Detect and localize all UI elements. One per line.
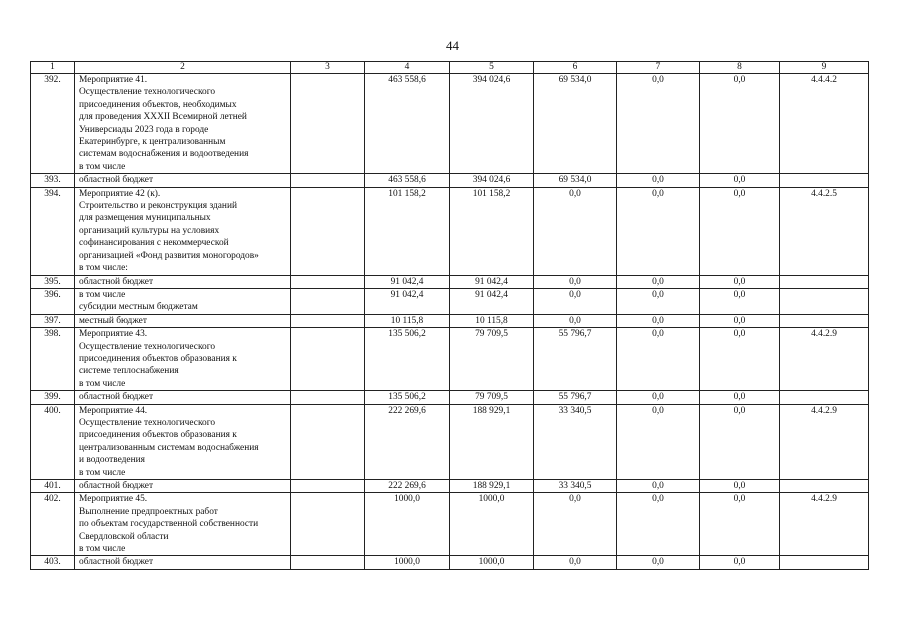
description-line: в том числе (79, 289, 126, 300)
row-code-cell (780, 174, 869, 187)
table-body (31, 74, 869, 570)
row-value-cell (291, 328, 365, 391)
description-line: по объектам государственной собственности (79, 519, 259, 530)
row-value-cell: 0,0 (700, 288, 780, 314)
row-value-cell: 101 158,2 (450, 187, 534, 275)
row-description (75, 404, 291, 479)
column-header: 1 (31, 62, 75, 74)
row-value-cell: 222 269,6 (365, 404, 450, 479)
row-number: 396. (31, 288, 75, 314)
row-value-cell: 0,0 (534, 187, 617, 275)
row-value-cell: 0,0 (617, 288, 700, 314)
row-value-cell: 394 024,6 (450, 74, 534, 174)
description-line: областной бюджет (79, 557, 154, 568)
description-line: софинансирования с некоммерческой (79, 238, 229, 249)
row-number: 397. (31, 314, 75, 327)
row-value-cell: 79 709,5 (450, 391, 534, 404)
row-value-cell: 10 115,8 (365, 314, 450, 327)
row-value-cell: 0,0 (617, 493, 700, 556)
row-value-cell (291, 74, 365, 174)
row-code-cell: 4.4.2.9 (780, 493, 869, 556)
row-value-cell: 1000,0 (450, 493, 534, 556)
column-header: 5 (450, 62, 534, 74)
row-value-cell: 55 796,7 (534, 391, 617, 404)
row-number: 398. (31, 328, 75, 391)
row-description (75, 174, 291, 187)
description-line: Осуществление технологического (79, 87, 216, 98)
row-value-cell (291, 275, 365, 288)
row-value-cell: 0,0 (617, 404, 700, 479)
table-row (31, 174, 869, 187)
row-value-cell: 79 709,5 (450, 328, 534, 391)
row-value-cell (291, 187, 365, 275)
description-line: в том числе (79, 161, 126, 172)
description-line: Мероприятие 44. (79, 405, 148, 416)
row-value-cell: 0,0 (700, 480, 780, 493)
row-code-cell (780, 556, 869, 569)
row-value-cell: 69 534,0 (534, 174, 617, 187)
row-value-cell: 1000,0 (365, 556, 450, 569)
row-number: 401. (31, 480, 75, 493)
description-line: Универсиады 2023 года в городе (79, 124, 209, 135)
row-value-cell: 0,0 (617, 314, 700, 327)
row-value-cell: 1000,0 (450, 556, 534, 569)
description-line: в том числе (79, 378, 126, 389)
table-row (31, 480, 869, 493)
column-header: 6 (534, 62, 617, 74)
column-header: 7 (617, 62, 700, 74)
row-description (75, 556, 291, 569)
row-value-cell (291, 404, 365, 479)
row-code-cell: 4.4.2.5 (780, 187, 869, 275)
row-description (75, 288, 291, 314)
row-code-cell (780, 480, 869, 493)
row-value-cell: 33 340,5 (534, 404, 617, 479)
description-line: Мероприятие 43. (79, 329, 148, 340)
table-row (31, 391, 869, 404)
row-value-cell: 0,0 (534, 275, 617, 288)
description-line: Мероприятие 42 (к). (79, 188, 161, 199)
page-number: 44 (446, 38, 459, 53)
table-row (31, 328, 869, 391)
description-line: Свердловской области (79, 531, 169, 542)
row-code-cell (780, 391, 869, 404)
table-row (31, 288, 869, 314)
row-description (75, 480, 291, 493)
row-value-cell: 463 558,6 (365, 174, 450, 187)
description-line: в том числе: (79, 263, 128, 274)
row-value-cell: 69 534,0 (534, 74, 617, 174)
row-description (75, 493, 291, 556)
row-description (75, 314, 291, 327)
row-value-cell: 1000,0 (365, 493, 450, 556)
row-value-cell: 0,0 (700, 391, 780, 404)
column-header: 8 (700, 62, 780, 74)
table-row (31, 74, 869, 174)
row-value-cell: 188 929,1 (450, 480, 534, 493)
description-line: присоединения объектов образования к (79, 353, 237, 364)
description-line: Осуществление технологического (79, 341, 216, 352)
row-value-cell: 0,0 (617, 480, 700, 493)
row-value-cell: 0,0 (617, 391, 700, 404)
table-row (31, 493, 869, 556)
table-row (31, 275, 869, 288)
row-value-cell (291, 556, 365, 569)
row-description (75, 74, 291, 174)
row-number: 403. (31, 556, 75, 569)
row-number: 400. (31, 404, 75, 479)
table-header-row (31, 62, 869, 74)
description-line: Строительство и реконструкция зданий (79, 201, 237, 212)
row-value-cell: 135 506,2 (365, 328, 450, 391)
row-value-cell (291, 174, 365, 187)
row-number: 402. (31, 493, 75, 556)
description-line: для размещения муниципальных (79, 213, 211, 224)
row-code-cell (780, 314, 869, 327)
column-header: 4 (365, 62, 450, 74)
row-value-cell: 0,0 (534, 314, 617, 327)
row-value-cell: 0,0 (700, 404, 780, 479)
row-value-cell (291, 480, 365, 493)
row-value-cell: 0,0 (617, 556, 700, 569)
description-line: для проведения XXXII Всемирной летней (79, 112, 247, 123)
description-line: Мероприятие 45. (79, 494, 148, 505)
row-value-cell (291, 288, 365, 314)
row-value-cell: 0,0 (534, 493, 617, 556)
row-value-cell: 0,0 (700, 328, 780, 391)
table-row (31, 314, 869, 327)
description-line: присоединения объектов образования к (79, 430, 237, 441)
row-value-cell (291, 391, 365, 404)
row-value-cell: 0,0 (700, 275, 780, 288)
row-value-cell: 0,0 (617, 187, 700, 275)
column-header: 3 (291, 62, 365, 74)
description-line: субсидии местным бюджетам (79, 302, 198, 313)
row-value-cell: 91 042,4 (450, 288, 534, 314)
row-description (75, 187, 291, 275)
table-row (31, 404, 869, 479)
row-value-cell: 0,0 (617, 174, 700, 187)
row-value-cell: 91 042,4 (450, 275, 534, 288)
row-value-cell: 188 929,1 (450, 404, 534, 479)
row-value-cell: 394 024,6 (450, 174, 534, 187)
row-number: 399. (31, 391, 75, 404)
row-value-cell: 463 558,6 (365, 74, 450, 174)
description-line: в том числе (79, 544, 126, 555)
row-value-cell: 0,0 (617, 74, 700, 174)
row-description (75, 275, 291, 288)
row-value-cell (291, 493, 365, 556)
row-value-cell: 0,0 (617, 275, 700, 288)
budget-table (30, 61, 869, 570)
description-line: областной бюджет (79, 481, 154, 491)
description-line: Осуществление технологического (79, 417, 216, 428)
row-value-cell: 91 042,4 (365, 275, 450, 288)
row-description (75, 328, 291, 391)
row-value-cell: 10 115,8 (450, 314, 534, 327)
row-value-cell: 55 796,7 (534, 328, 617, 391)
column-header: 9 (780, 62, 869, 74)
column-header: 2 (75, 62, 291, 74)
description-line: Екатеринбурге, к централизованным (79, 137, 226, 148)
row-code-cell: 4.4.2.9 (780, 328, 869, 391)
row-value-cell: 0,0 (534, 556, 617, 569)
row-code-cell (780, 288, 869, 314)
table-row (31, 187, 869, 275)
row-number: 395. (31, 275, 75, 288)
row-code-cell: 4.4.4.2 (780, 74, 869, 174)
description-line: Мероприятие 41. (79, 75, 148, 85)
description-line: областной бюджет (79, 276, 154, 287)
row-value-cell: 135 506,2 (365, 391, 450, 404)
row-value-cell: 91 042,4 (365, 288, 450, 314)
row-value-cell: 0,0 (700, 74, 780, 174)
description-line: местный бюджет (79, 315, 147, 326)
table-row (31, 556, 869, 569)
row-value-cell: 33 340,5 (534, 480, 617, 493)
row-number: 394. (31, 187, 75, 275)
row-value-cell: 101 158,2 (365, 187, 450, 275)
row-code-cell: 4.4.2.9 (780, 404, 869, 479)
row-value-cell: 0,0 (700, 314, 780, 327)
description-line: и водоотведения (79, 455, 145, 466)
row-value-cell (291, 314, 365, 327)
description-line: организацией «Фонд развития моногородов» (79, 250, 259, 261)
description-line: областной бюджет (79, 175, 154, 186)
row-value-cell: 0,0 (700, 493, 780, 556)
description-line: системе теплоснабжения (79, 366, 179, 377)
row-code-cell (780, 275, 869, 288)
description-line: в том числе (79, 467, 126, 478)
description-line: присоединения объектов, необходимых (79, 99, 237, 110)
description-line: централизованным системам водоснабжения (79, 442, 259, 453)
row-value-cell: 0,0 (700, 174, 780, 187)
description-line: Выполнение предпроектных работ (79, 506, 218, 517)
description-line: системам водоснабжения и водоотведения (79, 149, 249, 160)
row-value-cell: 0,0 (617, 328, 700, 391)
row-description (75, 391, 291, 404)
row-number: 393. (31, 174, 75, 187)
description-line: областной бюджет (79, 392, 154, 403)
row-value-cell: 0,0 (700, 187, 780, 275)
row-value-cell: 0,0 (534, 288, 617, 314)
row-value-cell: 222 269,6 (365, 480, 450, 493)
row-value-cell: 0,0 (700, 556, 780, 569)
row-number: 392. (31, 74, 75, 174)
description-line: организаций культуры на условиях (79, 225, 220, 236)
